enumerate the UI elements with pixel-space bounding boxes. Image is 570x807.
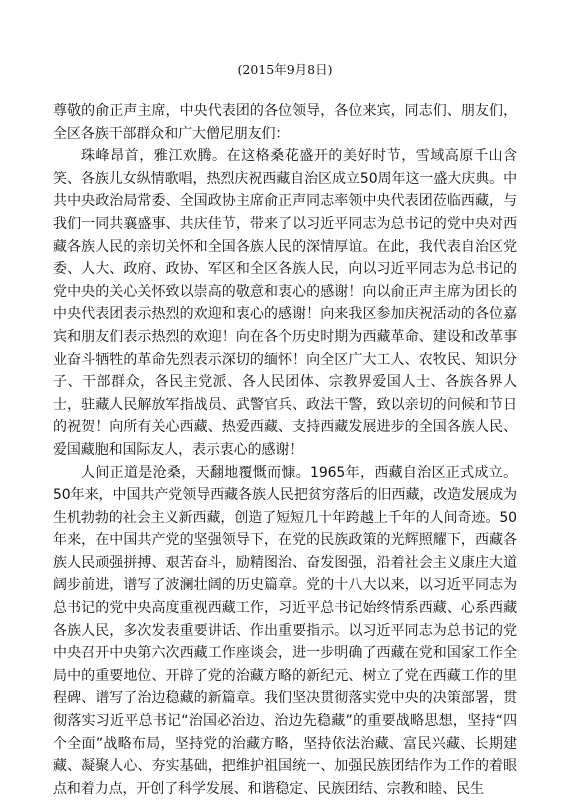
paragraph: 人间正道是沧桑，天翻地覆慨而慷。1965年，西藏自治区正式成立。50年来，中国共产党领导西藏各族人民把贫穷落后的旧西藏，改造发展成为生机勃勃的社会主义新西藏，创造了短短几十年跨越上千年的人间奇迹。50年来，在中国共产党的坚强领导下，在党的民族政策的光辉照耀下，西藏各族人民顽强拼搏、艰苦奋斗，励精图治、奋发图强，沿着社会主义康庄大道阔步前进，谱写了波澜壮阔的历史篇章。党的十八大以来，以习近平同志为总书记的党中央高度重视西藏工作，习近平总书记始终情系西藏、心系西藏各族人民，多次发表重要讲话、作出重要指示。以习近平同志为总书记的党中央召开中央第六次西藏工作座谈会，进一步明确了西藏在党和国家工作全局中的重要地位、开辟了党的治藏方略的新纪元、树立了党在西藏工作的里程碑、谱写了治边稳藏的新篇章。我们坚决贯彻落实党中央的决策部署，贯彻落实习近平总书记“治国必治边、治边先稳藏”的重要战略思想，坚持“四个全面”战略布局，坚持党的治藏方略，坚持依法治藏、富民兴藏、长期建藏、凝聚人心、夯实基础，把维护祖国统一、加强民族团结作为工作的着眼点和着力点，开创了科学发展、和谐稳定、民族团结、宗教和睦、民生 (53, 464, 517, 797)
speech-body (53, 100, 517, 800)
salutation: 尊敬的俞正声主席，中央代表团的各位领导，各位来宾，同志们、朋友们，全区各族干部群众和广大僧尼朋友们： (53, 103, 517, 142)
speech-date: (2015年9月8日) (237, 62, 333, 77)
paragraph: 珠峰昂首，雅江欢腾。在这格桑花盛开的美好时节，雪域高原千山含笑、各族儿女纵情歌唱，热烈庆祝西藏自治区成立50周年这一盛大庆典。中共中央政治局常委、全国政协主席俞正声同志率领中央代表团莅临西藏，与我们一同共襄盛事、共庆佳节，带来了以习近平同志为总书记的党中央对西藏各族人民的亲切关怀和全国各族人民的深情厚谊。在此，我代表自治区党委、人大、政府、政协、军区和全区各族人民，向以习近平同志为总书记的党中央的关心关怀致以崇高的敬意和衷心的感谢！向以俞正声主席为团长的中央代表团表示热烈的欢迎和衷心的感谢！向来我区参加庆祝活动的各位嘉宾和朋友们表示热烈的欢迎！向在各个历史时期为西藏革命、建设和改革事业奋斗牺牲的革命先烈表示深切的缅怀！向全区广大工人、农牧民、知识分子、干部群众，各民主党派、各人民团体、宗教界爱国人士、各族各界人士，驻藏人民解放军指战员、武警官兵、政法干警，致以亲切的问候和节日的祝贺！向所有关心西藏、热爱西藏、支持西藏发展进步的全国各族人民、爱国藏胞和国际友人，表示衷心的感谢！ (53, 148, 517, 458)
